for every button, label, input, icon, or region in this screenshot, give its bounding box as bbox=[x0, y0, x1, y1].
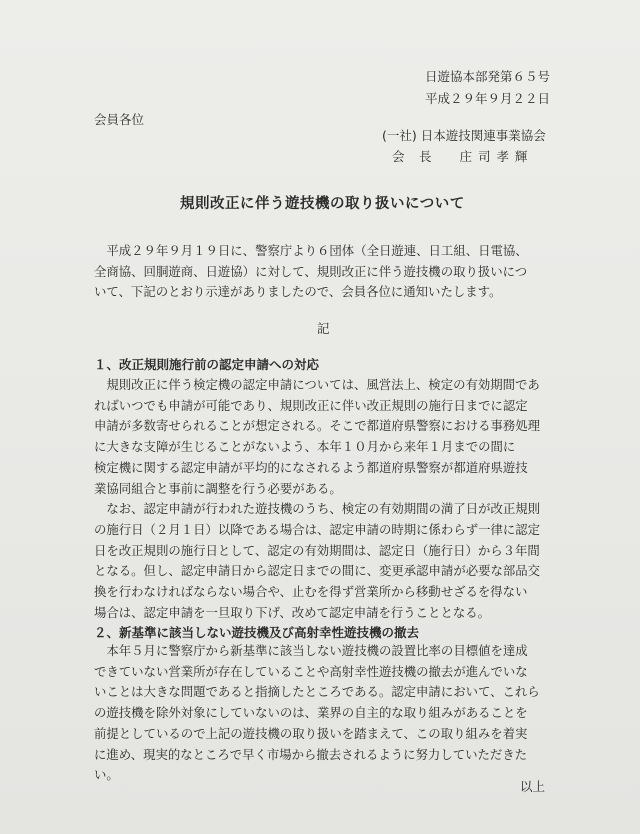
section-1-line: となる。但し、認定申請日から認定日までの間に、変更承認申請が必要な部品交 bbox=[94, 563, 541, 579]
section-1-line: 日を改正規則の施行日として、認定の有効期間は、認定日（施行日）から３年間 bbox=[94, 542, 540, 558]
section-2-line: できていない営業所が存在していることや高射幸性遊技機の撤去が進んでいな bbox=[94, 663, 528, 679]
section-2-line: に進め、現実的なところで早く市場から撤去されるように努力していただきた bbox=[94, 746, 528, 762]
section-2-line: いことは大きな問題であると指摘したところである。認定申請において、これら bbox=[94, 684, 540, 700]
section-1-line: 場合は、認定申請を一旦取り下げ、改めて認定申請を行うこととなる。 bbox=[94, 604, 491, 620]
section-1-line: ればいつでも申請が可能であり、規則改正に伴い改正規則の施行日までに認定 bbox=[94, 397, 528, 413]
intro-line: 全商協、回胴遊商、日遊協）に対して、規則改正に伴う遊技機の取り扱いにつ bbox=[94, 263, 528, 279]
section-1-line: 規則改正に伴う検定機の認定申請については、風営法上、検定の有効期間であ bbox=[94, 377, 540, 392]
section-2-body bbox=[94, 641, 550, 786]
intro-line: いて、下記のとおり示達がありましたので、会員各位に通知いたします。 bbox=[94, 284, 502, 300]
section-2-line: 本年５月に警察庁から新基準に該当しない遊技機の設置比率の目標値を達成 bbox=[94, 643, 528, 658]
document-number: 日遊協本部発第６５号 bbox=[424, 69, 550, 84]
section-1-line: 業協同組合と事前に調整を行う必要がある。 bbox=[94, 480, 342, 496]
recipient: 会員各位 bbox=[94, 112, 145, 127]
section-1-heading: １、改正規則施行前の認定申請への対応 bbox=[94, 357, 320, 372]
section-1-body bbox=[94, 375, 550, 623]
section-1-line: なお、認定申請が行われた遊技機のうち、検定の有効期間の満了日が改正規則 bbox=[94, 501, 541, 517]
section-2-line: の遊技機を除外対象にしていないのは、業界の自主的な取り組みがあることを bbox=[94, 705, 528, 721]
intro-paragraph bbox=[94, 241, 550, 303]
section-2-heading: ２、新基準に該当しない遊技機及び高射幸性遊技機の撤去 bbox=[94, 625, 420, 640]
section-2-line: い。 bbox=[94, 767, 119, 783]
document-title: 規則改正に伴う遊技機の取り扱いについて bbox=[180, 196, 465, 212]
section-1-line: 申請が多数寄せられることが想定される。そこで都道府県警察における事務処理 bbox=[94, 418, 541, 434]
section-1-line: 換を行わなければならない場合や、止むを得ず営業所から移動せざるを得ない bbox=[94, 584, 528, 600]
section-1-line: に大きな支障が生じることがないよう、本年１０月から来年１月までの間に bbox=[94, 439, 516, 455]
document-date: 平成２９年９月２２日 bbox=[424, 91, 550, 106]
section-1-line: の施行日（２月１日）以降である場合は、認定申請の時期に係わらず一律に認定 bbox=[94, 521, 541, 537]
sender-title: 会 長 庄 司 孝 輝 bbox=[392, 149, 529, 164]
section-1-line: 検定機に関する認定申請が平均的になされるよう都道府県警察が都道府県遊技 bbox=[94, 459, 528, 475]
closing-mark: 以上 bbox=[520, 779, 546, 794]
ki-marker: 記 bbox=[317, 321, 330, 336]
section-2-line: 前提としているので上記の遊技機の取り扱いを踏まえて、この取り組みを着実 bbox=[94, 725, 528, 741]
intro-line: 平成２９年９月１９日に、警察庁より６団体（全日遊連、日工組、日電協、 bbox=[94, 243, 528, 258]
sender-organization: (一社) 日本遊技関連事業協会 bbox=[382, 128, 546, 143]
